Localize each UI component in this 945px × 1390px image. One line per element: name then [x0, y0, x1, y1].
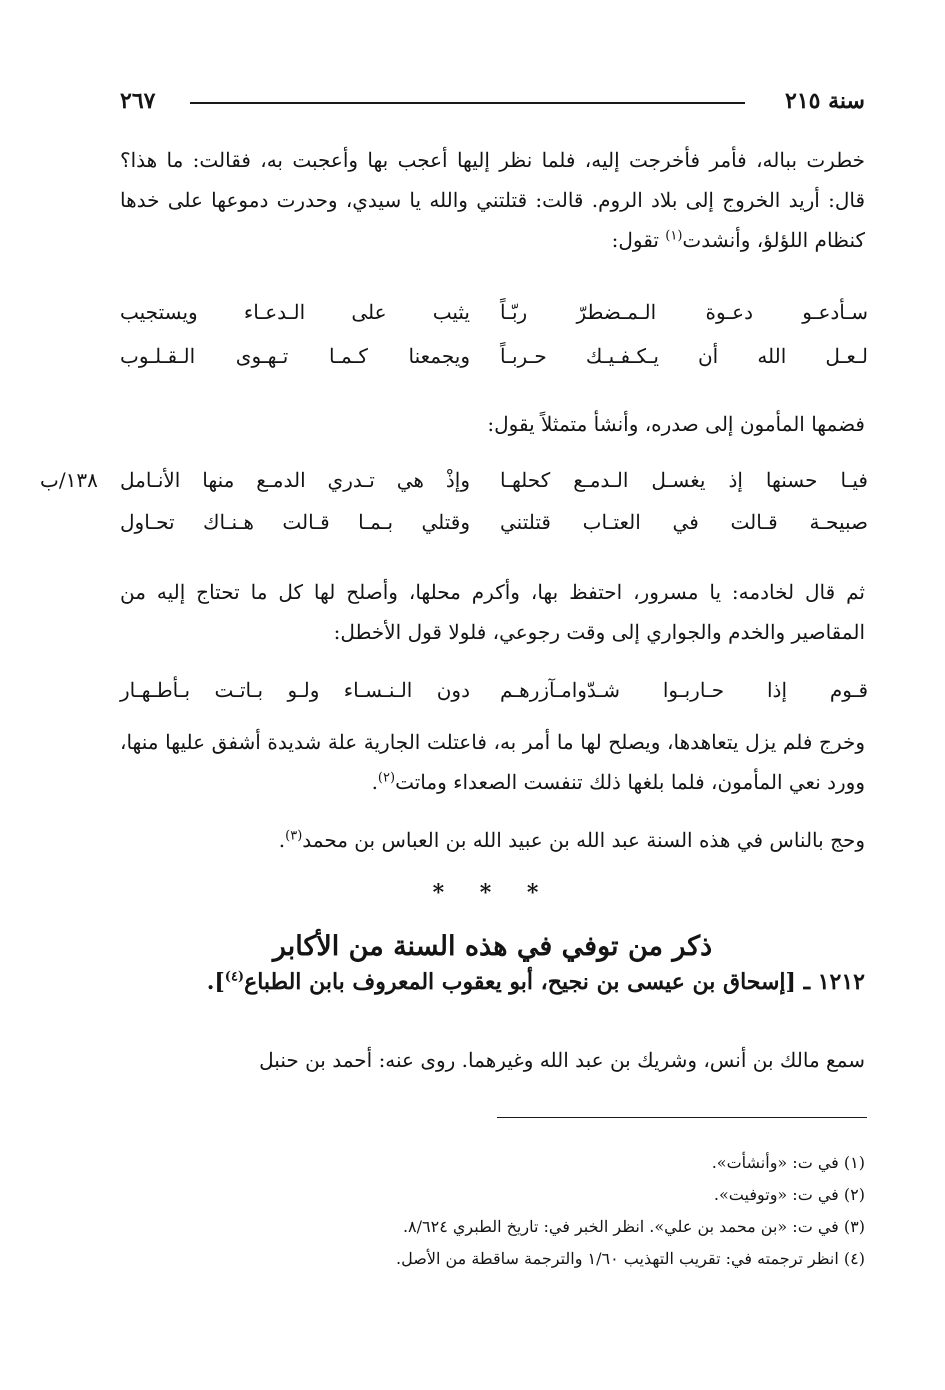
paragraph-4-text: وخرج فلم يزل يتعاهدها، ويصلح لها ما أمر به، فاعتلت الجارية علة شديدة أشفق عليها منها، وورد نعي المأمون، فلما بلغها ذلك تنفست الصعداء وماتت	[120, 730, 865, 794]
section-separator: * * *	[432, 880, 553, 906]
entry-title-text: ١٢١٢ ـ [إسحاق بن عيسى بن نجيح، أبو يعقوب المعروف بابن الطباع	[244, 969, 865, 995]
footnote-1: (١) في ت: «وأنشأت».	[711, 1153, 865, 1172]
page-number: ٢٦٧	[120, 88, 156, 114]
paragraph-5	[120, 820, 865, 860]
paragraph-1	[120, 140, 865, 260]
paragraph-3: ثم قال لخادمه: يا مسرور، احتفظ بها، وأكرم محلها، وأصلح لها كل ما تحتاج إليه من المقاصير والخدم والجواري إلى وقت رجوعي، فلولا قول الأخطل:	[120, 580, 865, 644]
paragraph-1-text: خطرت بباله، فأمر فأخرجت إليه، فلما نظر إليها أعجب بها وأعجبت به، فقالت: ما هذا؟ قال: أريد الخروج إلى بلاد الروم. قالت: قتلتني والله يا سيدي، وحدرت دموعها على خدها كنظام اللؤلؤ، وأنشدت	[120, 148, 865, 252]
entry-title-end: ].	[206, 969, 225, 995]
footnote-ref-1: (١)	[665, 228, 683, 244]
verse-line-4	[120, 502, 868, 542]
footnote-rule	[497, 1117, 867, 1118]
paragraph-2: فضمها المأمون إلى صدره، وأنشأ متمثلاً يقول:	[487, 412, 865, 436]
biography-entry-title	[120, 960, 865, 1004]
verse-4-first-hemistich: صبيحـة قـالت في العتـاب قتلتني	[500, 510, 868, 534]
verse-5-second-hemistich: دون الـنـسـاء ولـو بـاتـت بـأطـهـار	[120, 678, 470, 702]
entry-body: سمع مالك بن أنس، وشريك بن عبد الله وغيرهما. روى عنه: أحمد بن حنبل	[259, 1048, 865, 1072]
footnote-ref-4: (٤)	[224, 969, 245, 985]
verse-line-3	[120, 460, 868, 500]
footnote-2: (٢) في ت: «وتوفيت».	[713, 1185, 865, 1204]
verse-line-1	[120, 292, 868, 332]
paragraph-5-text: وحج بالناس في هذه السنة عبد الله بن عبيد الله بن العباس بن محمد	[302, 828, 865, 852]
footnote-ref-2: (٢)	[377, 770, 396, 786]
paragraph-1-end: تقول:	[611, 228, 666, 252]
section-heading: ذكر من توفي في هذه السنة من الأكابر	[272, 931, 713, 962]
header-rule	[190, 102, 745, 104]
page-header	[120, 88, 865, 118]
manuscript-folio-note: ١٣٨/ب	[40, 468, 98, 492]
verse-line-5	[120, 670, 868, 710]
verse-5-first-hemistich: قـوم إذا حـاربـوا شـدّوامـآزرهـم	[500, 678, 868, 702]
paragraph-5-end: .	[278, 828, 286, 852]
footnote-4: (٤) انظر ترجمته في: تقريب التهذيب ١/٦٠ والترجمة ساقطة من الأصل.	[396, 1249, 865, 1268]
verse-4-second-hemistich: وقتلي بـمـا قـالت هـنـاك تحـاول	[120, 510, 470, 534]
verse-3-first-hemistich: فيـا حسنها إذ يغسـل الـدمـع كحلهـا	[500, 468, 868, 492]
verse-2-first-hemistich: لـعـل الله أن يـكـفـيـك حـربـاً	[500, 344, 868, 368]
paragraph-4-end: .	[371, 770, 378, 794]
verse-1-first-hemistich: سـأدعـو دعـوة الـمـضطرّ ربّـاً	[500, 300, 868, 324]
verse-3-second-hemistich: وإذْ هي تـدري الدمـع منها الأنـامل	[120, 468, 470, 492]
verse-1-second-hemistich: يثيب على الـدعـاء ويستجيب	[120, 300, 470, 324]
verse-2-second-hemistich: ويجمعنا كـمـا تـهـوى الـقـلـوب	[120, 344, 470, 368]
footnote-3: (٣) في ت: «بن محمد بن علي». انظر الخبر في: تاريخ الطبري ٨/٦٢٤.	[402, 1217, 865, 1236]
year-label: سنة ٢١٥	[785, 88, 865, 114]
verse-line-2	[120, 336, 868, 376]
footnote-ref-3: (٣)	[285, 828, 303, 844]
paragraph-4	[120, 722, 865, 802]
